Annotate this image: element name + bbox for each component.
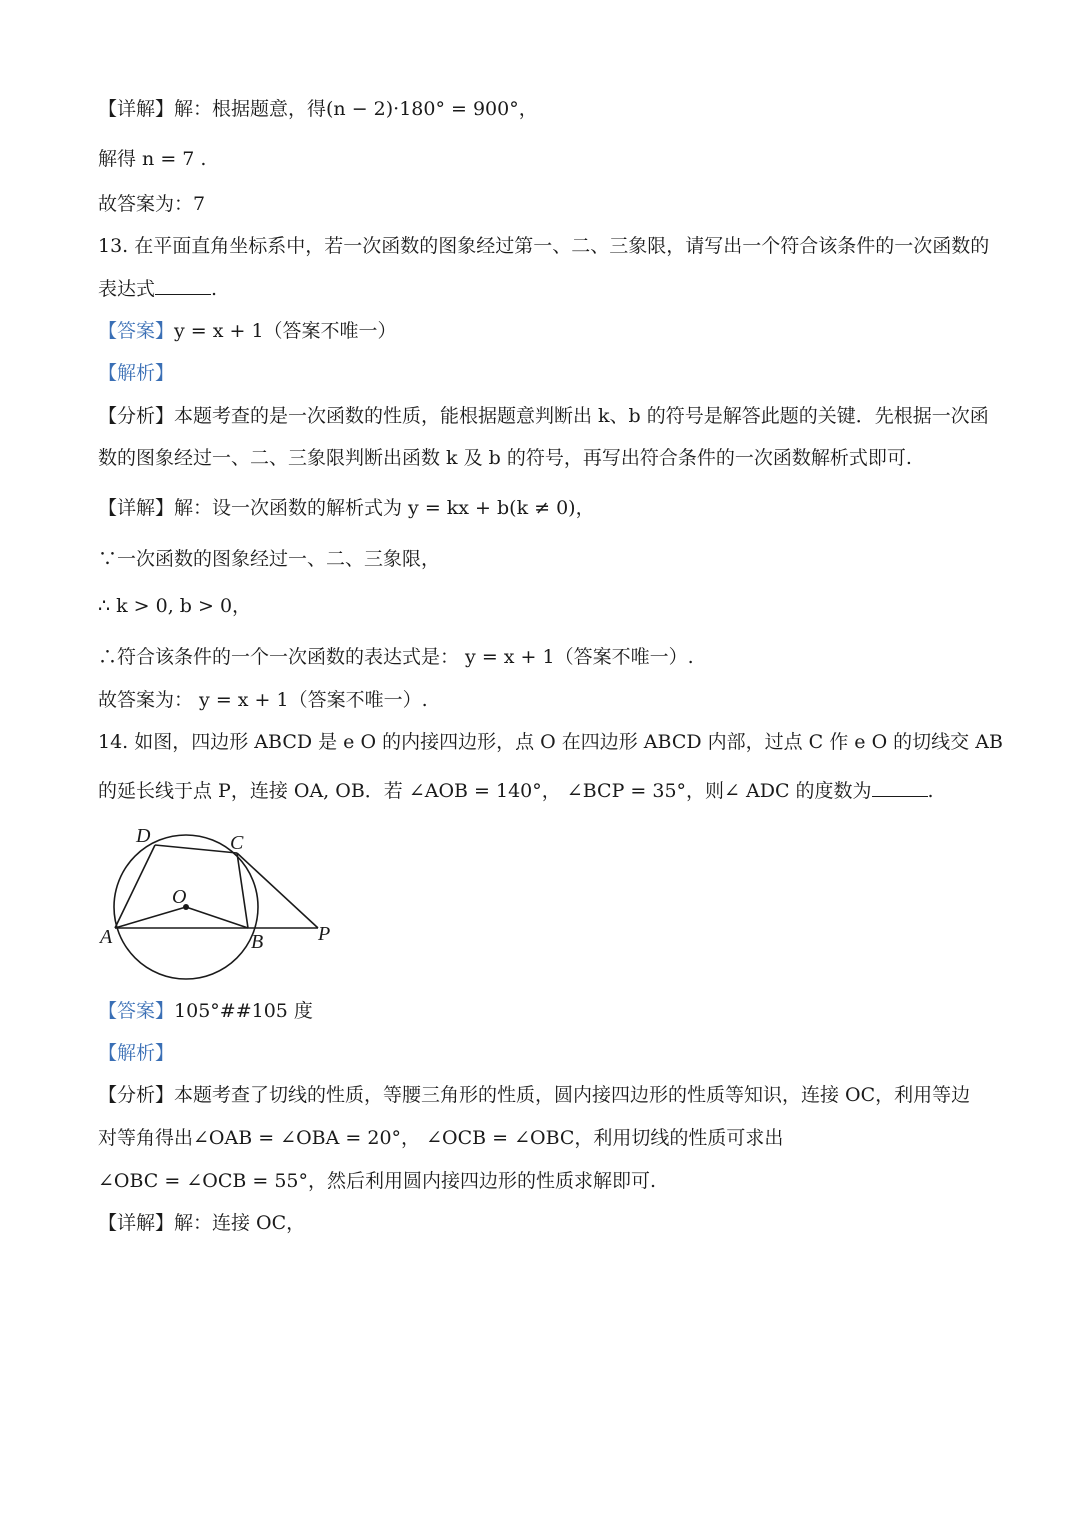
detail-text: ∴ k > 0, b > 0，: [98, 595, 252, 617]
detail-text: ∴符合该条件的一个一次函数的表达式是： y = x + 1（答案不唯一）.: [98, 646, 694, 668]
label-a: A: [100, 926, 113, 948]
question-text: .: [927, 780, 934, 802]
question-text: .: [211, 278, 218, 300]
solution-line: 【详解】解：根据题意，得(n − 2)·180° = 900°，: [98, 98, 538, 120]
detail-text: 故答案为： y = x + 1（答案不唯一）.: [98, 689, 428, 711]
label-d: D: [136, 825, 151, 847]
answer-line: [98, 318, 1000, 344]
segment-cp: [237, 853, 318, 928]
question-text: 的延长线于点 P，连接 OA, OB．若 ∠AOB = 140°， ∠BCP = 35°，则∠ ADC 的度数为: [98, 780, 872, 802]
answer-blank: [155, 276, 211, 295]
geometry-figure: [90, 818, 350, 988]
analysis-text: 数的图象经过一、二、三象限判断出函数 k 及 b 的符号，再写出符合条件的一次函数解析式即可.: [98, 447, 912, 469]
question-14-text: 14. 如图，四边形 ABCD 是 e O 的内接四边形，点 O 在四边形 ABCD 内部，过点 C 作 e O 的切线交 AB: [98, 731, 1003, 753]
analysis-text: 【分析】本题考查的是一次函数的性质，能根据题意判断出 k、b 的符号是解答此题的关键．先根据一次函: [98, 405, 989, 427]
answer-tag: 【答案】: [98, 1000, 175, 1022]
label-p: P: [318, 923, 331, 945]
answer-value: 105°##105 度: [174, 1000, 313, 1022]
segment-cb: [237, 853, 248, 928]
detail-text: 【详解】解：连接 OC，: [98, 1212, 306, 1234]
analysis-text: 对等角得出∠OAB = ∠OBA = 20°， ∠OCB = ∠OBC，利用切线的性质可求出: [98, 1127, 784, 1149]
label-c: C: [230, 832, 244, 854]
analysis-tag: 【解析】: [98, 1042, 175, 1064]
answer-value: y = x + 1（答案不唯一）: [174, 320, 397, 342]
detail-text: 【详解】解：设一次函数的解析式为 y = kx + b(k ≠ 0)，: [98, 497, 595, 519]
segment-oa: [115, 907, 186, 928]
segment-ad: [115, 845, 155, 928]
answer-tag: 【答案】: [98, 320, 175, 342]
question-13-text: [98, 276, 1000, 302]
label-b: B: [251, 931, 264, 953]
detail-text: ∵一次函数的图象经过一、二、三象限，: [98, 548, 441, 570]
question-13-text: 13. 在平面直角坐标系中，若一次函数的图象经过第一、二、三象限，请写出一个符合该条件的一次函数的: [98, 235, 990, 257]
solution-line: 故答案为：7: [98, 193, 206, 215]
analysis-text: 【分析】本题考查了切线的性质，等腰三角形的性质，圆内接四边形的性质等知识，连接 OC，利用等边: [98, 1084, 971, 1106]
label-o: O: [172, 886, 187, 908]
analysis-text: ∠OBC = ∠OCB = 55°，然后利用圆内接四边形的性质求解即可.: [98, 1170, 657, 1192]
solution-line: 解得 n = 7 .: [98, 148, 207, 170]
question-text: 表达式: [98, 278, 156, 300]
question-14-text: [98, 778, 1000, 804]
answer-line: [98, 998, 1000, 1024]
segment-ob: [186, 907, 248, 928]
answer-blank: [872, 778, 928, 797]
analysis-tag: 【解析】: [98, 362, 175, 384]
